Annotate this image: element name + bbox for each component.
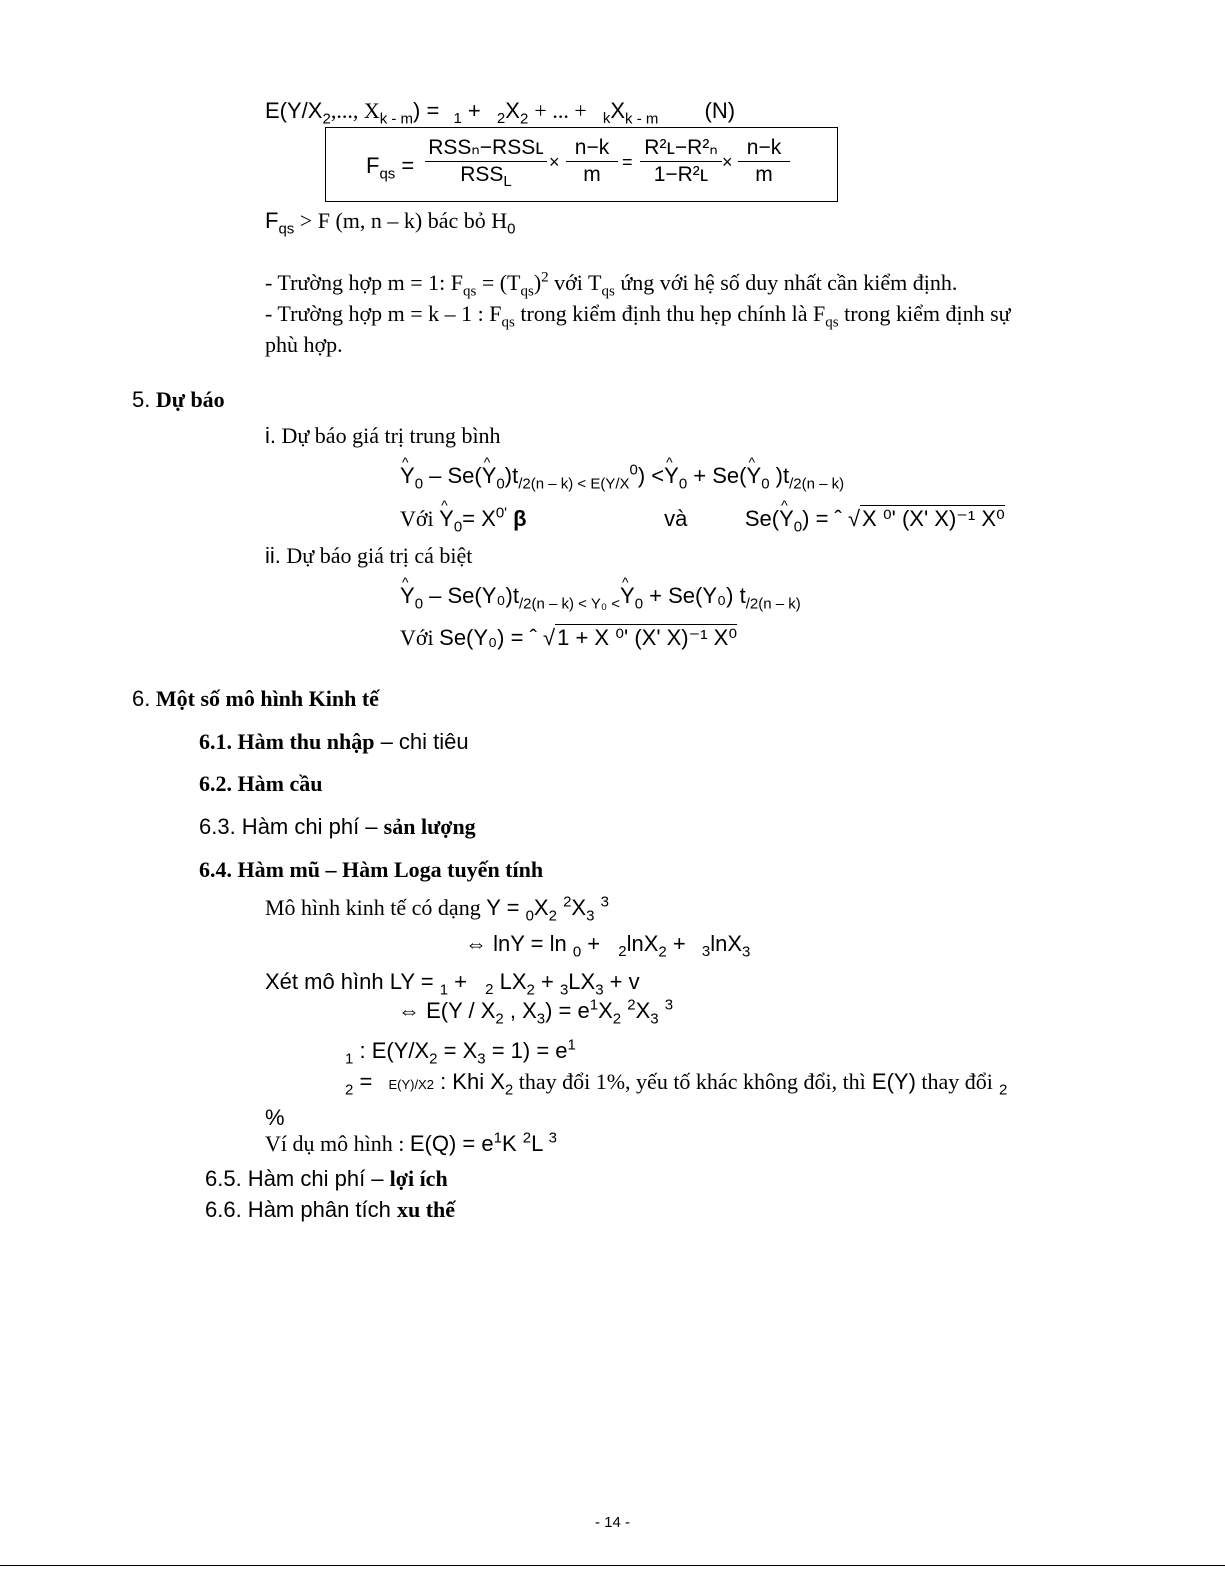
section-6-4-line-8: Ví dụ mô hình : $E(Q) = e^1K$ $^2$L $^3$ xyxy=(265,1129,557,1156)
section-6-1: 6.1. Hàm thu nhập – chi tiêu xyxy=(199,729,469,754)
section-6-6: 6.6. Hàm phân tích xu thế xyxy=(205,1197,456,1222)
times-sign: × xyxy=(549,152,560,172)
section-6-4-line-3: Xét mô hình LY = $_1$ + $_2$ $LX_2 + _3LX_3 + v$ xyxy=(265,969,640,999)
section-6-4-line-2: ⇔ lnY = ln $_0$ + $_2$lnX$_2$ + $_3$lnX$_3$ xyxy=(465,931,751,961)
section-5-i: i. Dự báo giá trị trung bình xyxy=(265,423,501,448)
section-6-4-line-4: ⇔ $E(Y / X_2$ , $X_3) = e^1X_2$ $^2X_3$ $^3$ xyxy=(398,996,674,1028)
model-n-equation: $E(Y/X_2$,..., $X_{k - m}) = _1 + _2X_2$ + ... + $_kX_{k - m}$ (N) xyxy=(265,98,736,128)
section-5-i-with: Với ^ $Y_0= X^{0'}$ β và Se(^ $Y_0$) = ˆ √X ⁰' (X' X)⁻¹ X⁰ xyxy=(400,505,1005,532)
fraction-r2: R²ʟ−R²ₙ 1−R²ʟ xyxy=(640,136,722,187)
section-5-ii: ii. Dự báo giá trị cá biệt xyxy=(265,543,473,568)
section-5-ii-formula: ^ $Y_0$ – $Se(Y_0)t_{/2(n - k) < Y_0 <}\^{}$ $Y_0 + Se(Y_0)$ $t_{/2(n - k)}$ xyxy=(400,583,801,609)
section-5-ii-with: Với Se(Y₀) = ˆ √1 + X ⁰' (X' X)⁻¹ X⁰ xyxy=(400,625,738,650)
section-5-heading: 5. Dự báo xyxy=(132,387,225,412)
section-6-4: 6.4. Hàm mũ – Hàm Loga tuyến tính xyxy=(199,857,544,882)
fraction-df: n−k m xyxy=(566,136,618,187)
equals-sign: = xyxy=(622,152,633,172)
section-6-heading: 6. Một số mô hình Kinh tế xyxy=(132,686,379,711)
section-6-5: 6.5. Hàm chi phí – lợi ích xyxy=(205,1166,448,1191)
fqs-label: $F_{qs}$ = xyxy=(366,153,415,183)
case-m-k-1: - Trường hợp m = k – 1 : $F_{qs}$ trong kiểm định thu hẹp chính là $F_{qs}$ trong kiểm định sự xyxy=(265,301,1011,331)
case-m-k-1-cont: phù hợp. xyxy=(265,332,343,357)
section-6-4-line-5: $_1$ : $E(Y/X_2 = X_3 = 1) = e^1$ xyxy=(345,1036,576,1068)
section-6-4-line-7: % xyxy=(265,1105,285,1130)
footer-rule xyxy=(0,1565,1225,1566)
section-6-3: 6.3. Hàm chi phí – sản lượng xyxy=(199,814,476,839)
section-5-i-formula: ^ $Y_0$ – Se(^ $Y_0)t_{/2(n - k) < E(Y/X}^0$) <^ $Y_0$ + Se(^ $Y_0$ )$t_{/2(n - k)}$ xyxy=(400,463,844,489)
section-6-4-line-6: $_2$ = E(Y)/X2 : Khi $X_2$ thay đổi 1%, yếu tố khác không đổi, thì E(Y) thay đổi $_2$ xyxy=(345,1069,1008,1099)
case-m-1: - Trường hợp m = 1: $F_{qs} = (T_{qs})^2$ với $T_{qs}$ ứng với hệ số duy nhất cần kiểm định. xyxy=(265,269,958,300)
section-6-4-line-1: Mô hình kinh tế có dạng $Y = _0X_2$ $^2X_3$ $^3$ xyxy=(265,893,609,925)
section-6-2: 6.2. Hàm cầu xyxy=(199,771,323,796)
page-number: - 14 - xyxy=(594,1514,630,1531)
fraction-df-2: n−k m xyxy=(738,136,790,187)
times-sign-2: × xyxy=(722,152,733,172)
reject-rule: $F_{qs} > F$ (m, n – k) bác bỏ $H_0$ xyxy=(265,208,516,238)
fraction-rss: RSSₙ−RSSʟ $RSS_L$ xyxy=(425,136,547,187)
